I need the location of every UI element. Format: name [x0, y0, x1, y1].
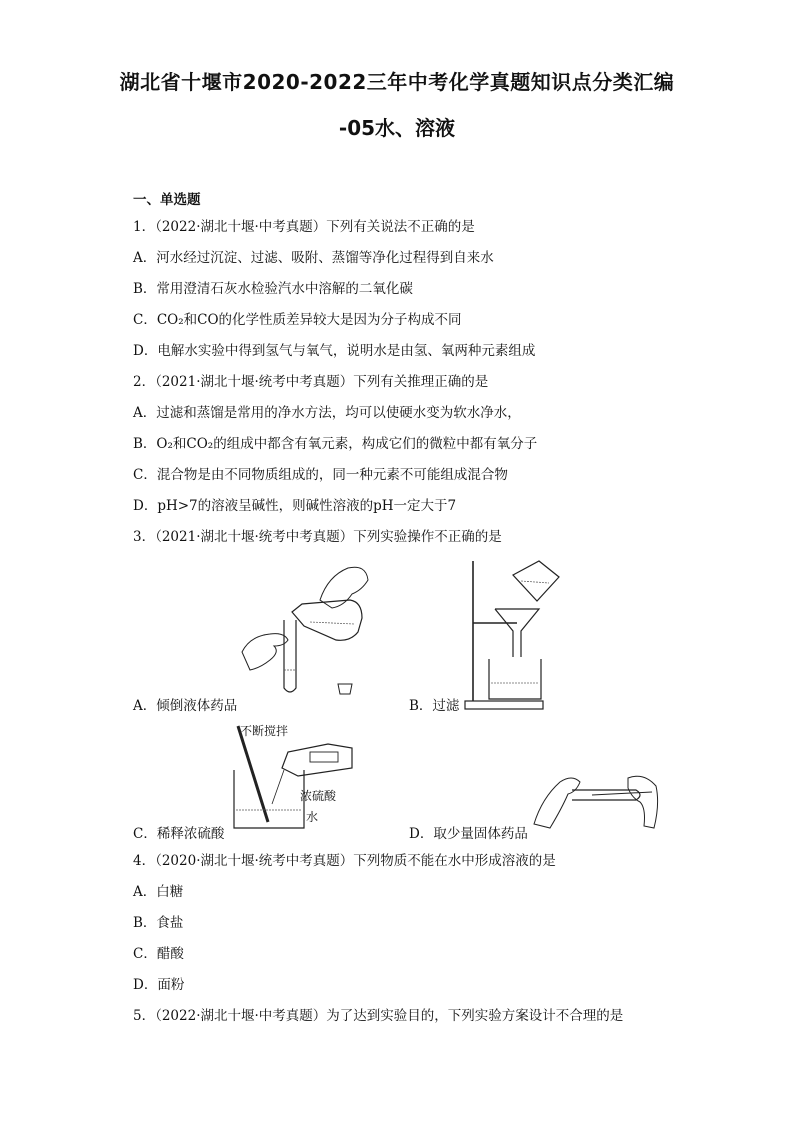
question-5-stem: 5．（2022·湖北十堰·中考真题）为了达到实验目的，下列实验方案设计不合理的是: [133, 1008, 624, 1024]
figure-a-caption: A．倾倒液体药品: [133, 698, 238, 714]
solid-reagent-drawing: [532, 768, 662, 832]
figure-c-caption: C．稀释浓硫酸: [133, 826, 225, 842]
question-2-option-d: D．pH>7的溶液呈碱性，则碱性溶液的pH一定大于7: [133, 498, 457, 514]
pour-liquid-drawing: [240, 560, 370, 700]
section-heading: 一、单选题: [133, 192, 201, 208]
filtration-drawing: [455, 553, 565, 713]
question-1-stem: 1．（2022·湖北十堰·中考真题）下列有关说法不正确的是: [133, 219, 475, 235]
question-1-option-a: A．河水经过沉淀、过滤、吸附、蒸馏等净化过程得到自来水: [133, 250, 494, 266]
water-label: 水: [306, 810, 319, 824]
question-4-option-a: A．白糖: [133, 884, 184, 900]
acid-label: 浓硫酸: [300, 789, 337, 803]
figure-b-caption: B．过滤: [409, 698, 460, 714]
stir-label: 不断搅拌: [240, 724, 289, 738]
figure-pour-liquid: [240, 560, 370, 700]
figure-d-caption: D．取少量固体药品: [409, 826, 528, 842]
question-4-option-c: C．醋酸: [133, 946, 184, 962]
question-3-stem: 3．（2021·湖北十堰·统考中考真题）下列实验操作不正确的是: [133, 529, 502, 545]
question-1-option-b: B．常用澄清石灰水检验汽水中溶解的二氧化碳: [133, 281, 413, 297]
question-1-option-c: C．CO₂和CO的化学性质差异较大是因为分子构成不同: [133, 312, 462, 328]
question-2-option-c: C．混合物是由不同物质组成的，同一种元素不可能组成混合物: [133, 467, 508, 483]
question-2-option-b: B．O₂和CO₂的组成中都含有氧元素，构成它们的微粒中都有氧分子: [133, 436, 538, 452]
figure-filtration: [455, 553, 565, 713]
document-title-line1: 湖北省十堰市2020-2022三年中考化学真题知识点分类汇编: [119, 70, 675, 94]
question-4-option-b: B．食盐: [133, 915, 184, 931]
question-2-option-a: A．过滤和蒸馏是常用的净水方法，均可以使硬水变为软水净水，: [133, 405, 521, 421]
figure-solid-reagent: [532, 768, 662, 832]
question-4-option-d: D．面粉: [133, 977, 185, 993]
question-4-stem: 4．（2020·湖北十堰·统考中考真题）下列物质不能在水中形成溶液的是: [133, 853, 556, 869]
question-2-stem: 2．（2021·湖北十堰·统考中考真题）下列有关推理正确的是: [133, 374, 489, 390]
document-title-line2: -05水、溶液: [338, 116, 456, 140]
question-1-option-d: D．电解水实验中得到氢气与氧气，说明水是由氢、氧两种元素组成: [133, 343, 536, 359]
